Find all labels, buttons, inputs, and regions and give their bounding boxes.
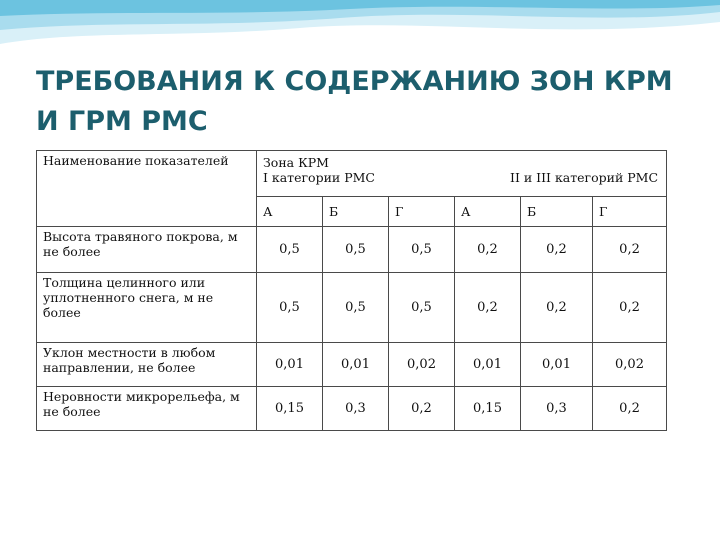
value-cell: 0,5 <box>389 273 455 343</box>
row-label: Уклон местности в любом направлении, не более <box>37 343 257 387</box>
table-row <box>37 387 667 431</box>
value-cell: 0,01 <box>521 343 593 387</box>
value-cell: 0,2 <box>455 273 521 343</box>
value-cell: 0,3 <box>323 387 389 431</box>
value-cell: 0,2 <box>593 227 667 273</box>
row-label: Толщина целинного или уплотненного снега, м не более <box>37 273 257 343</box>
value-cell: 0,15 <box>455 387 521 431</box>
header-wave-decoration <box>0 0 720 70</box>
subheader-cell: А <box>455 197 521 227</box>
table-row <box>37 273 667 343</box>
value-cell: 0,02 <box>389 343 455 387</box>
value-cell: 0,2 <box>455 227 521 273</box>
category-row <box>263 170 660 185</box>
value-cell: 0,01 <box>455 343 521 387</box>
subheader-cell: Г <box>389 197 455 227</box>
subheader-cell: Г <box>593 197 667 227</box>
table-row <box>37 227 667 273</box>
value-cell: 0,5 <box>323 227 389 273</box>
zone-header-cell <box>257 151 667 197</box>
table-row <box>37 343 667 387</box>
value-cell: 0,5 <box>323 273 389 343</box>
value-cell: 0,2 <box>521 273 593 343</box>
subheader-cell: Б <box>323 197 389 227</box>
value-cell: 0,3 <box>521 387 593 431</box>
category-1-label: I категории РМС <box>263 170 375 185</box>
value-cell: 0,2 <box>389 387 455 431</box>
value-cell: 0,2 <box>521 227 593 273</box>
value-cell: 0,5 <box>389 227 455 273</box>
category-2-label: II и III категорий РМС <box>510 170 659 185</box>
page-title: ТРЕБОВАНИЯ К СОДЕРЖАНИЮ ЗОН КРМ И ГРМ РМС <box>36 66 673 137</box>
subheader-cell: Б <box>521 197 593 227</box>
header-name-cell: Наименование показателей <box>37 151 257 227</box>
value-cell: 0,02 <box>593 343 667 387</box>
value-cell: 0,5 <box>257 227 323 273</box>
row-label: Высота травяного покрова, м не более <box>37 227 257 273</box>
zone-label: Зона КРМ <box>263 155 329 170</box>
row-label: Неровности микрорельефа, м не более <box>37 387 257 431</box>
subheader-cell: А <box>257 197 323 227</box>
value-cell: 0,01 <box>323 343 389 387</box>
value-cell: 0,01 <box>257 343 323 387</box>
value-cell: 0,5 <box>257 273 323 343</box>
value-cell: 0,2 <box>593 387 667 431</box>
value-cell: 0,15 <box>257 387 323 431</box>
table-header-row <box>37 151 667 197</box>
requirements-table <box>36 150 667 431</box>
value-cell: 0,2 <box>593 273 667 343</box>
